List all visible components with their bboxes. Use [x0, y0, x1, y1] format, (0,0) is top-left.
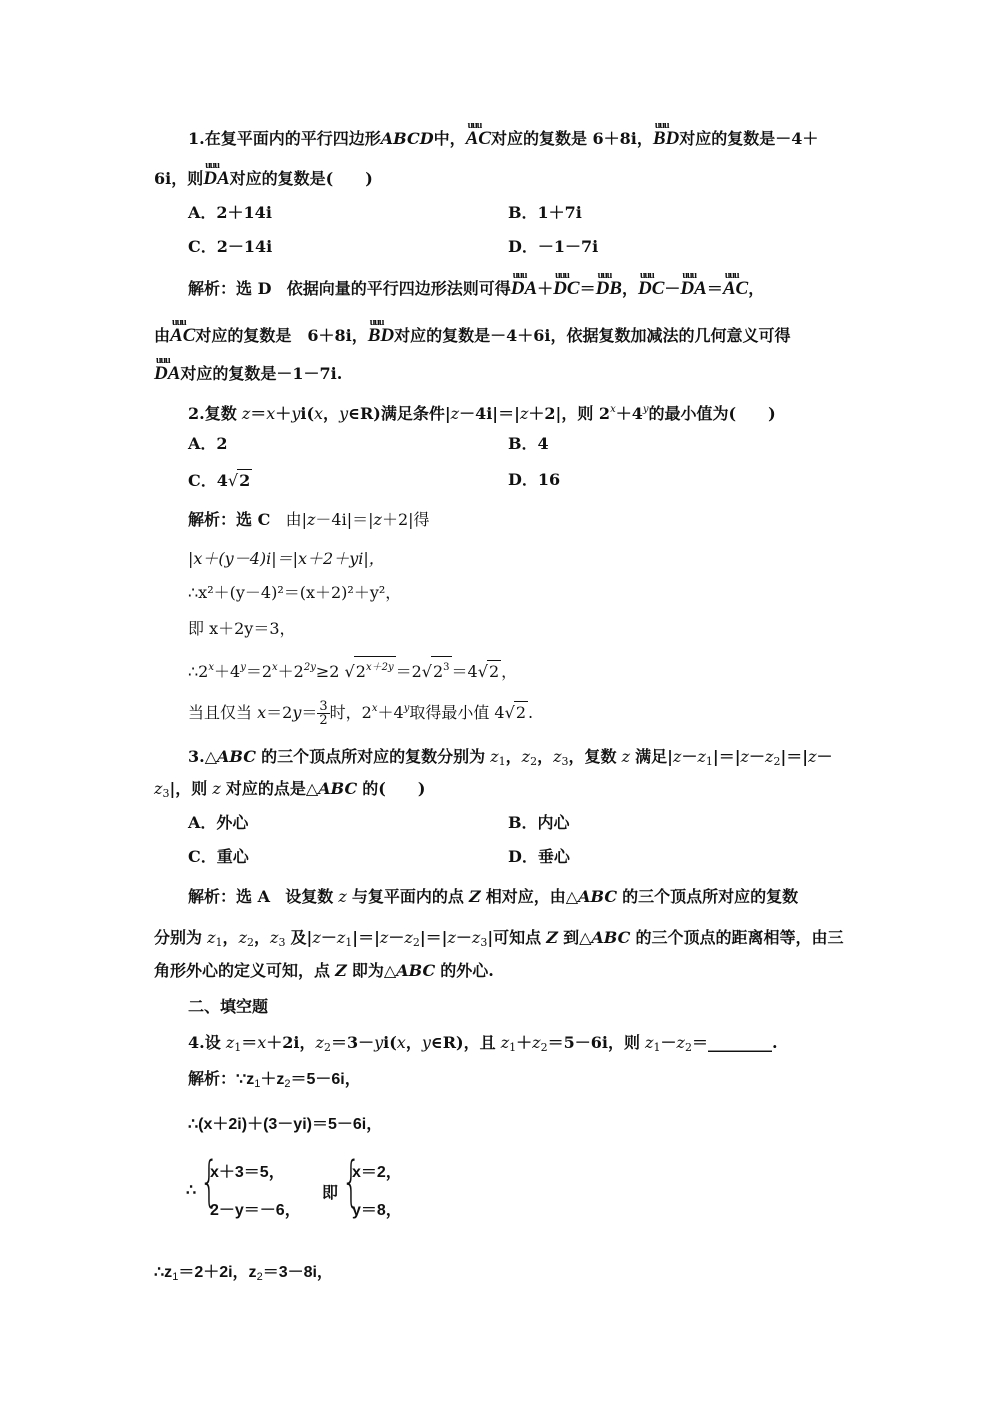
- q3-sol-text: |＝|: [352, 928, 380, 947]
- q3-sol-text: 到△: [563, 928, 592, 947]
- var-z: z: [808, 747, 817, 766]
- q2-text: i(: [300, 404, 315, 423]
- q1-abcd: ABCD: [380, 129, 434, 148]
- q2-step5-text: ＋4: [377, 703, 404, 722]
- point-z: Z: [335, 961, 347, 980]
- q3-sol-text: 及|: [290, 928, 313, 947]
- q2-text: ∈R)满足条件|: [348, 404, 451, 423]
- var-y: y: [421, 1033, 431, 1052]
- vector-da: uuu DA: [680, 278, 706, 300]
- denominator: 2: [319, 713, 328, 728]
- q3-text: |＝|: [712, 747, 741, 766]
- q4-solution-line2: ∴(x＋2i)＋(3－yi)＝5－6i，: [188, 1116, 383, 1133]
- subscript: 1: [234, 1041, 242, 1054]
- q1-option-d[interactable]: D．－1－7i: [508, 237, 599, 256]
- q3-solution-line1: [188, 886, 798, 908]
- comma: ，: [621, 279, 638, 298]
- q3-stem-line1: [188, 746, 833, 773]
- option-c-root: 2: [239, 471, 251, 490]
- q4-sol-text: ∴z: [154, 1264, 173, 1281]
- q2-text: 2.复数: [188, 404, 237, 423]
- subscript: 1: [172, 1271, 179, 1283]
- var-z: z: [740, 747, 749, 766]
- q2-step4-text: ＝2: [245, 662, 273, 681]
- var-z: z: [270, 928, 279, 947]
- var-z: z: [225, 1033, 235, 1052]
- exponent: y: [240, 662, 246, 673]
- q4-text: ，: [405, 1033, 422, 1052]
- subscript: 2: [323, 1041, 331, 1054]
- q1-solution-line1: [188, 278, 764, 300]
- answer-blank[interactable]: ＝________.: [691, 1033, 778, 1052]
- q3-sol-text: 的外心.: [440, 961, 494, 980]
- q3-sol-text: 即为△: [351, 961, 397, 980]
- var-z: z: [676, 1033, 685, 1052]
- vector-dc: uuu DC: [638, 278, 664, 300]
- q1-stem-line1: [188, 128, 818, 150]
- system2-eq2: y＝8，: [352, 1202, 402, 1219]
- exponent: 2y: [303, 662, 316, 673]
- q3-option-d[interactable]: D．垂心: [508, 847, 570, 866]
- q4-text: ＋2i，: [266, 1033, 316, 1052]
- q3-sol-text: 设复数: [285, 887, 334, 906]
- q2-option-c[interactable]: C．4√2: [188, 471, 251, 490]
- q2-text: ＝: [250, 404, 267, 423]
- q3-text: |＝|: [780, 747, 809, 766]
- option-c-text: C．4: [188, 471, 228, 490]
- q2-step4-text: ≥2: [315, 662, 340, 681]
- q2-step5-text: .: [528, 703, 534, 722]
- q4-sol-text: ＋z: [260, 1071, 285, 1088]
- var-z: z: [450, 404, 460, 423]
- q3-sol-text: －: [320, 928, 337, 947]
- var-y: y: [374, 1033, 384, 1052]
- var-y: y: [291, 404, 301, 423]
- q3-sol-text: －: [455, 928, 472, 947]
- var-z: z: [373, 510, 382, 529]
- var-z: z: [521, 747, 531, 766]
- q2-step5-text: ＝: [301, 703, 318, 722]
- section-heading: 二、填空题: [188, 997, 269, 1016]
- q2-step4-text: ＝4: [451, 662, 478, 681]
- var-z: z: [500, 1033, 510, 1052]
- q1-sol-text: 对应的复数是－1－7i.: [180, 364, 343, 383]
- exponent: x: [208, 662, 214, 673]
- q3-sol-text: 的三个顶点所对应的复数: [622, 887, 799, 906]
- subscript: 1: [254, 1078, 261, 1090]
- q1-text: 6i，则: [154, 169, 204, 188]
- exponent: 3: [443, 662, 450, 673]
- q2-sol-step4: $\therefore 2^x+4^y=2^x+2^{2y}\ge 2$ $√2^{x+2y} =2√2^3 =4√2$ ，: [188, 656, 517, 683]
- q3-stem-line2: [154, 778, 425, 805]
- therefore-sign: ∴: [186, 1182, 197, 1199]
- triangle-abc: ABC: [578, 887, 618, 906]
- q4-solution-line1: [188, 1068, 361, 1095]
- triangle-abc: ABC: [396, 961, 436, 980]
- var-z: z: [519, 404, 529, 423]
- q1-text: 对应的复数是 6＋8i，: [490, 129, 653, 148]
- q3-sol-text: |＝|: [419, 928, 448, 947]
- numerator: 3: [319, 699, 328, 714]
- var-z: z: [336, 928, 346, 947]
- q3-text: ，复数: [568, 747, 617, 766]
- q2-option-a[interactable]: A．2: [188, 434, 228, 453]
- var-z: z: [315, 1033, 324, 1052]
- q2-option-b[interactable]: B．4: [508, 434, 549, 453]
- point-z: Z: [546, 928, 558, 947]
- q3-sol-text: 相对应，由△: [485, 887, 579, 906]
- q2-step4-text: ＝2: [395, 662, 422, 681]
- q2-text: －4i|＝|: [459, 404, 520, 423]
- equals-sign: ＝: [579, 279, 596, 298]
- q2-option-d[interactable]: D．16: [508, 470, 561, 489]
- var-z: z: [404, 928, 413, 947]
- exponent: y: [642, 404, 649, 415]
- q2-sol-text: 由|: [285, 510, 307, 529]
- vector-db: uuu DB: [596, 278, 622, 300]
- minus-sign: －: [664, 279, 681, 298]
- var-z: z: [532, 1033, 541, 1052]
- q4-sol-text: ∵z: [236, 1071, 255, 1088]
- radicand: 2: [515, 703, 527, 722]
- subscript: 3: [162, 787, 170, 800]
- q3-solution-line2: [154, 927, 843, 954]
- q3-sol-text: |可知点: [487, 928, 542, 947]
- var-x: x: [314, 404, 324, 423]
- q1-sol-text: 对应的复数是－4＋6i，依据复数加减法的几何意义可得: [394, 326, 791, 345]
- var-y: y: [339, 404, 349, 423]
- plus-sign: ＋: [537, 279, 554, 298]
- radicand: 2: [488, 662, 500, 681]
- vector-dc: uuu DC: [553, 278, 579, 300]
- q4-stem: [188, 1032, 778, 1059]
- vector-ac: uuu AC: [723, 278, 748, 300]
- q3-option-a[interactable]: A．外心: [188, 813, 249, 832]
- q2-step5-text: 时，2: [329, 703, 372, 722]
- q1-solution-line3: [154, 363, 342, 385]
- q3-text: |，则: [169, 779, 208, 798]
- q3-sol-text: 分别为: [154, 928, 203, 947]
- var-z: z: [379, 928, 389, 947]
- subscript: 2: [530, 755, 538, 768]
- var-x: x: [257, 1033, 267, 1052]
- system1-eq2: 2－y＝－6，: [210, 1202, 301, 1219]
- system2-eq1: x＝2，: [352, 1164, 402, 1181]
- var-z: z: [338, 887, 347, 906]
- subscript: 3: [480, 936, 488, 949]
- q3-text: 满足|: [635, 747, 673, 766]
- q1-option-b[interactable]: B．1＋7i: [508, 203, 582, 222]
- var-z: z: [154, 779, 163, 798]
- q4-sol-text: ＝5－6i，: [290, 1071, 361, 1088]
- comma: ，: [748, 279, 765, 298]
- subscript: 2: [540, 1041, 548, 1054]
- solution-label: 解析：选 A: [188, 887, 270, 906]
- q3-text: 的( ): [362, 779, 426, 798]
- radical: [431, 656, 452, 683]
- q2-step5-text: 取得最小值 4: [409, 703, 505, 722]
- q2-step5-text: ＝2: [266, 703, 293, 722]
- q3-text: －: [748, 747, 765, 766]
- left-brace-icon: {: [341, 1150, 361, 1213]
- var-z: z: [306, 510, 316, 529]
- q3-sol-text: ，: [254, 928, 271, 947]
- subscript: 1: [653, 1041, 661, 1054]
- var-z: z: [697, 747, 706, 766]
- q2-step4-text: ＋4: [214, 662, 241, 681]
- q2-step4-text: ＋2: [277, 662, 304, 681]
- q3-sol-text: ，: [222, 928, 239, 947]
- radicand: 2: [432, 662, 444, 681]
- q4-sol-text: ＝3－8i，: [262, 1264, 333, 1281]
- exponent: x: [371, 703, 378, 714]
- var-y: y: [292, 703, 302, 722]
- q1-option-a[interactable]: A．2＋14i: [188, 203, 272, 222]
- q3-sol-text: －: [388, 928, 405, 947]
- var-z: z: [212, 779, 221, 798]
- q1-text: 1.在复平面内的平行四边形: [188, 129, 381, 148]
- q2-text: 的最小值为( ): [648, 404, 776, 423]
- point-z: Z: [469, 887, 481, 906]
- var-x: x: [266, 404, 276, 423]
- vector-da: uuu DA: [511, 278, 537, 300]
- q3-sol-text: 与复平面内的点: [351, 887, 464, 906]
- q2-step4-text: ，: [501, 662, 518, 681]
- q3-option-b[interactable]: B．内心: [508, 813, 570, 832]
- q3-solution-line3: [154, 960, 494, 982]
- solution-label: 解析：选 D: [188, 279, 272, 298]
- exponent: x: [610, 404, 616, 415]
- triangle-abc: ABC: [591, 928, 631, 947]
- q2-sol-text: ＋2|得: [381, 510, 430, 529]
- q3-text: 对应的点是△: [225, 779, 319, 798]
- var-z: z: [241, 404, 251, 423]
- q2-sol-step2: ∴x²＋(y－4)²＝(x＋2)²＋y²，: [188, 583, 402, 602]
- var-z: z: [621, 747, 631, 766]
- solution-label: 解析：选 C: [188, 510, 271, 529]
- var-x: x: [396, 1033, 406, 1052]
- system1-eq1: x＋3＝5，: [210, 1164, 285, 1181]
- q4-text: ＝5－6i，则: [547, 1033, 640, 1052]
- q1-text: 中，: [433, 129, 466, 148]
- q2-text: ＋: [275, 404, 292, 423]
- triangle-abc: ABC: [217, 747, 256, 766]
- q1-sol-text: 对应的复数是 6＋8i，: [195, 326, 368, 345]
- subscript: 2: [284, 1078, 291, 1090]
- vector-ac: uuu AC: [466, 128, 491, 150]
- subscript: 2: [684, 1041, 692, 1054]
- subscript: 2: [773, 755, 781, 768]
- vector-bd: uuu BD: [368, 325, 394, 347]
- q3-option-c[interactable]: C．重心: [188, 847, 249, 866]
- q4-text: 4.设: [188, 1033, 221, 1052]
- exponent: x＋2y: [365, 662, 394, 673]
- var-z: z: [447, 928, 456, 947]
- q4-text: －: [660, 1033, 677, 1052]
- q3-text: －: [681, 747, 698, 766]
- q1-option-c[interactable]: C．2－14i: [188, 237, 273, 256]
- subscript: 3: [278, 936, 286, 949]
- var-z: z: [645, 1033, 654, 1052]
- subscript: 3: [561, 755, 569, 768]
- q3-sol-text: 角形外心的定义可知，点: [154, 961, 331, 980]
- solution-label: 解析：: [188, 1069, 237, 1088]
- subscript: 1: [705, 755, 713, 768]
- fraction: [317, 700, 329, 727]
- vector-bd: uuu BD: [653, 128, 679, 150]
- q3-text: ，: [505, 747, 522, 766]
- q2-sol-text: －4i|＝|: [315, 510, 374, 529]
- exponent: x: [272, 662, 278, 673]
- var-z: z: [673, 747, 682, 766]
- q2-sol-step5: 当且仅当 x＝2y＝ $\frac{3}{2}$ 时，$2^x+4^y$取得最小值 4√2 .: [188, 699, 534, 728]
- exponent: y: [403, 703, 410, 714]
- q4-text: ＝: [241, 1033, 258, 1052]
- subscript: 2: [256, 1271, 263, 1283]
- ji-text: 即: [322, 1183, 339, 1202]
- q1-solution-line2: [154, 325, 791, 347]
- q4-text: ＋: [516, 1033, 533, 1052]
- var-z: z: [490, 747, 499, 766]
- radical: [354, 656, 396, 683]
- subscript: 1: [498, 755, 506, 768]
- q4-text: ∈R)，且: [430, 1033, 496, 1052]
- q2-sol-step3: 即 x＋2y＝3，: [188, 619, 296, 638]
- q2-text: ＋2|，则 2: [528, 404, 611, 423]
- left-brace-icon: {: [199, 1150, 219, 1213]
- q2-step5-text: 当且仅当: [188, 703, 253, 722]
- q1-text: 对应的复数是( ): [229, 169, 373, 188]
- var-z: z: [238, 928, 247, 947]
- q4-sol-text: ＝2＋2i，z: [178, 1264, 257, 1281]
- subscript: 1: [215, 936, 223, 949]
- q2-stem: [188, 399, 776, 425]
- subscript: 2: [247, 936, 254, 949]
- vector-da: uuu DA: [154, 363, 180, 385]
- var-z: z: [471, 928, 481, 947]
- var-x: x: [257, 703, 267, 722]
- q4-solution-line4: [154, 1262, 333, 1288]
- q4-text: ＝3－: [330, 1033, 375, 1052]
- q1-text: 对应的复数是－4＋: [679, 129, 819, 148]
- q3-sol-text: 的三个顶点的距离相等，由三: [635, 928, 844, 947]
- subscript: 1: [509, 1041, 517, 1054]
- var-z: z: [207, 928, 216, 947]
- vector-ac: uuu AC: [170, 325, 195, 347]
- vector-da: uuu DA: [203, 168, 229, 190]
- q2-sol-step1: |x＋(y－4)i|＝|x＋2＋yi|，: [188, 549, 385, 568]
- q2-solution-head: [188, 509, 430, 531]
- q3-text: 3.△: [188, 747, 218, 766]
- q2-text: ＋4: [615, 404, 643, 423]
- radicand: 2: [355, 662, 366, 681]
- var-z: z: [312, 928, 321, 947]
- var-z: z: [765, 747, 774, 766]
- q1-sol-text: 由: [154, 326, 171, 345]
- subscript: 1: [345, 936, 353, 949]
- subscript: 2: [412, 936, 420, 949]
- q1-stem-line2: [154, 168, 373, 190]
- q3-text: ，: [537, 747, 554, 766]
- q2-step4-text: ∴2: [188, 662, 209, 681]
- equals-sign: ＝: [706, 279, 723, 298]
- q3-text: －: [816, 747, 833, 766]
- q4-text: i(: [383, 1033, 397, 1052]
- q3-text: 的三个顶点所对应的复数分别为: [261, 747, 486, 766]
- var-z: z: [553, 747, 562, 766]
- q1-sol-text: 依据向量的平行四边形法则可得: [286, 279, 511, 298]
- q2-text: ，: [323, 404, 340, 423]
- triangle-abc: ABC: [318, 779, 358, 798]
